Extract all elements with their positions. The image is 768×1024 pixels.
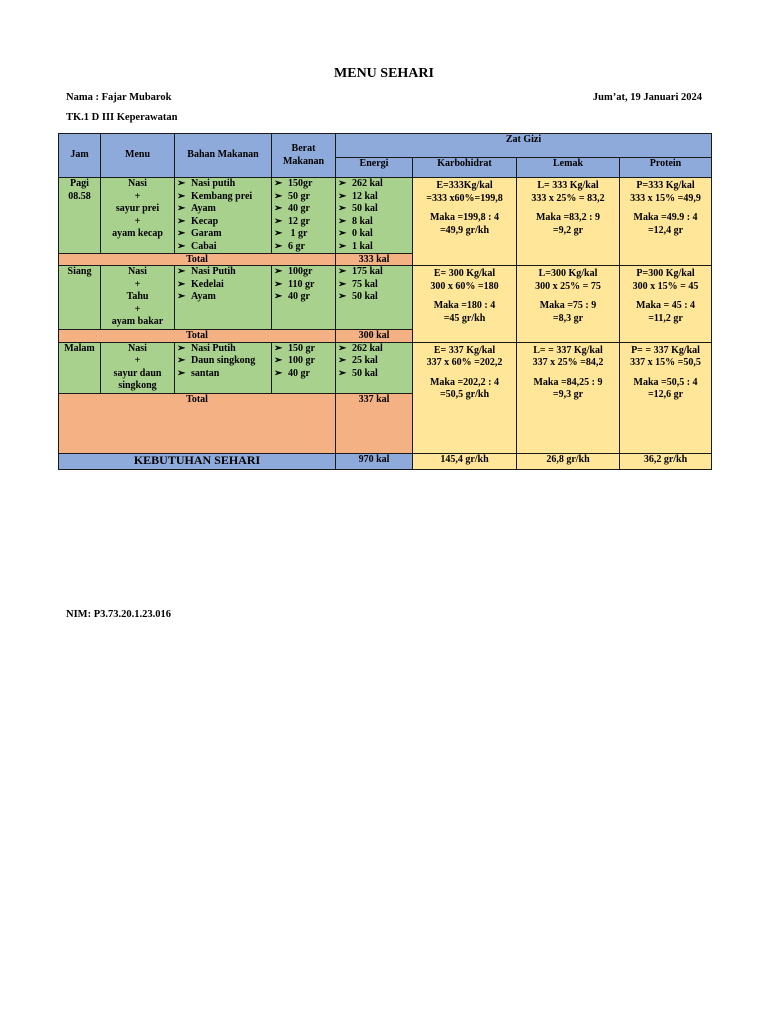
lemak-line xyxy=(517,193,619,206)
ingredient-text: Daun singkong xyxy=(191,355,256,366)
arrow-bullet-icon: ➢ xyxy=(338,342,347,354)
meal-menu-text: + xyxy=(134,190,141,202)
line-gap xyxy=(517,293,619,300)
meal-menu-line xyxy=(101,279,174,292)
meal-menu-line xyxy=(101,203,174,216)
weight-text: 6 gr xyxy=(288,240,305,252)
header-karbohidrat: Karbohidrat xyxy=(413,158,517,178)
meal-menu-text: ayam bakar xyxy=(111,316,164,327)
total-energy: 337 kal xyxy=(336,393,413,453)
ingredient-line xyxy=(177,343,271,356)
karbohidrat-text: E=333Kg/kal xyxy=(436,180,493,191)
karbohidrat-line xyxy=(413,180,516,193)
weight-line xyxy=(274,279,335,292)
protein-text: P= = 337 Kg/kal xyxy=(631,344,700,356)
meal-time-line xyxy=(59,178,100,191)
arrow-bullet-icon: ➢ xyxy=(274,190,283,202)
ingredient-text: Cabai xyxy=(191,240,217,252)
student-nim: NIM: P3.73.20.1.23.016 xyxy=(66,609,171,620)
weight-line xyxy=(274,203,335,216)
protein-line xyxy=(620,357,711,370)
header-jam: Jam xyxy=(59,134,101,178)
karbohidrat-line xyxy=(413,300,516,313)
weight-text: 150 gr xyxy=(288,342,315,354)
arrow-bullet-icon: ➢ xyxy=(177,278,186,290)
meal-karbohidrat xyxy=(413,266,517,343)
meal-menu-line xyxy=(101,368,174,381)
meal-weights xyxy=(272,266,336,330)
student-name: Nama : Fajar Mubarok xyxy=(66,92,172,103)
meal-menu-text: Nasi xyxy=(128,266,147,277)
karbohidrat-text: =50,5 gr/kh xyxy=(439,389,490,400)
arrow-bullet-icon: ➢ xyxy=(274,240,283,252)
lemak-text: =9,3 gr xyxy=(552,389,584,400)
meal-menu-text: Tahu xyxy=(126,291,149,302)
ingredient-text: Nasi Putih xyxy=(191,266,236,277)
karbohidrat-text: =45 gr/kh xyxy=(443,312,486,324)
energy-line xyxy=(338,178,412,191)
line-gap xyxy=(517,205,619,212)
meal-menu xyxy=(101,178,175,254)
ingredient-line xyxy=(177,203,271,216)
class-label: TK.1 D III Keperawatan xyxy=(66,112,178,123)
summary-energi: 970 kal xyxy=(336,453,413,469)
arrow-bullet-icon: ➢ xyxy=(274,342,283,354)
weight-text: 40 gr xyxy=(288,367,310,379)
meal-time-text: 08.58 xyxy=(68,190,91,202)
lemak-line xyxy=(517,225,619,238)
energy-text: 75 kal xyxy=(352,278,378,290)
arrow-bullet-icon: ➢ xyxy=(274,178,283,189)
karbohidrat-line xyxy=(413,193,516,206)
lemak-text: Maka =84,25 : 9 xyxy=(533,376,603,388)
meal-time xyxy=(59,178,101,254)
meal-protein xyxy=(620,178,712,266)
energy-text: 12 kal xyxy=(352,190,378,202)
weight-line xyxy=(274,343,335,356)
header-berat-makanan: Berat Makanan xyxy=(272,134,336,178)
weight-text: 50 gr xyxy=(288,190,310,202)
protein-line xyxy=(620,193,711,206)
weight-text: 12 gr xyxy=(288,215,310,227)
line-gap xyxy=(620,293,711,300)
summary-protein: 36,2 gr/kh xyxy=(620,453,712,469)
karbohidrat-line xyxy=(413,345,516,358)
arrow-bullet-icon: ➢ xyxy=(338,203,347,214)
lemak-text: 337 x 25% =84,2 xyxy=(532,357,604,368)
line-gap xyxy=(620,205,711,212)
meal-menu-line xyxy=(101,178,174,191)
meal-ingredients xyxy=(175,342,272,393)
meal-lemak xyxy=(517,342,620,453)
meal-time-text: Malam xyxy=(64,342,95,354)
energy-text: 0 kal xyxy=(352,228,373,239)
arrow-bullet-icon: ➢ xyxy=(177,240,186,252)
ingredient-text: Kecap xyxy=(191,215,219,227)
protein-line xyxy=(620,225,711,238)
total-label: Total xyxy=(59,329,336,342)
protein-text: Maka = 45 : 4 xyxy=(636,300,696,311)
karbohidrat-line xyxy=(413,225,516,238)
protein-text: P=333 Kg/kal xyxy=(636,180,695,191)
meal-menu-line xyxy=(101,380,174,393)
ingredient-line xyxy=(177,266,271,279)
karbohidrat-text: Maka =202,2 : 4 xyxy=(429,376,500,388)
karbohidrat-text: E= 300 Kg/kal xyxy=(433,268,496,279)
meal-menu-line xyxy=(101,191,174,204)
meal-karbohidrat xyxy=(413,178,517,266)
arrow-bullet-icon: ➢ xyxy=(338,190,347,202)
total-energy: 300 kal xyxy=(336,329,413,342)
ingredient-text: Kedelai xyxy=(191,278,224,290)
lemak-text: Maka =83,2 : 9 xyxy=(535,212,601,223)
meal-time-text: Siang xyxy=(67,266,92,277)
meal-menu-line xyxy=(101,316,174,329)
arrow-bullet-icon: ➢ xyxy=(274,367,283,379)
ingredient-line xyxy=(177,279,271,292)
weight-line xyxy=(274,191,335,204)
protein-line xyxy=(620,300,711,313)
meal-menu-text: ayam kecap xyxy=(112,228,163,239)
karbohidrat-line xyxy=(413,268,516,281)
total-energy: 333 kal xyxy=(336,254,413,266)
meal-menu xyxy=(101,342,175,393)
meal-menu-text: sayur prei xyxy=(115,203,160,214)
karbohidrat-line xyxy=(413,377,516,390)
ingredient-text: Garam xyxy=(191,228,222,239)
karbohidrat-text: 337 x 60% =202,2 xyxy=(426,357,503,368)
lemak-line xyxy=(517,268,619,281)
arrow-bullet-icon: ➢ xyxy=(338,215,347,227)
meal-menu-text: + xyxy=(134,278,141,290)
lemak-text: =8,3 gr xyxy=(552,312,584,324)
lemak-text: Maka =75 : 9 xyxy=(539,300,597,311)
meal-ingredients xyxy=(175,178,272,254)
protein-text: P=300 Kg/kal xyxy=(636,268,695,279)
energy-text: 50 kal xyxy=(352,203,378,214)
meal-time xyxy=(59,342,101,393)
ingredient-line xyxy=(177,228,271,241)
summary-label: KEBUTUHAN SEHARI xyxy=(59,453,336,469)
energy-line xyxy=(338,241,412,254)
summary-lemak: 26,8 gr/kh xyxy=(517,453,620,469)
karbohidrat-line xyxy=(413,212,516,225)
arrow-bullet-icon: ➢ xyxy=(177,342,186,354)
arrow-bullet-icon: ➢ xyxy=(177,215,186,227)
protein-text: Maka =50,5 : 4 xyxy=(633,376,698,388)
energy-text: 262 kal xyxy=(352,342,383,354)
menu-table xyxy=(58,133,712,470)
meal-menu-text: + xyxy=(134,355,141,366)
weight-line xyxy=(274,368,335,381)
protein-text: 333 x 15% =49,9 xyxy=(630,192,701,204)
line-gap xyxy=(413,293,516,300)
weight-line xyxy=(274,266,335,279)
meal-menu xyxy=(101,266,175,330)
karbohidrat-line xyxy=(413,389,516,402)
karbohidrat-text: E= 337 Kg/kal xyxy=(433,344,496,356)
protein-line xyxy=(620,180,711,193)
lemak-line xyxy=(517,212,619,225)
weight-text: 110 gr xyxy=(288,278,315,290)
line-gap xyxy=(413,205,516,212)
energy-line xyxy=(338,368,412,381)
meal-lemak xyxy=(517,266,620,343)
protein-text: 300 x 15% = 45 xyxy=(632,280,699,292)
ingredient-text: Nasi putih xyxy=(191,178,236,189)
arrow-bullet-icon: ➢ xyxy=(177,355,186,366)
header-energi: Energi xyxy=(336,158,413,178)
meal-protein xyxy=(620,266,712,343)
ingredient-line xyxy=(177,191,271,204)
arrow-bullet-icon: ➢ xyxy=(338,228,347,239)
protein-line xyxy=(620,345,711,358)
energy-line xyxy=(338,228,412,241)
arrow-bullet-icon: ➢ xyxy=(338,278,347,290)
meal-menu-line xyxy=(101,355,174,368)
lemak-line xyxy=(517,300,619,313)
document-date: Jum’at, 19 Januari 2024 xyxy=(592,92,702,103)
arrow-bullet-icon: ➢ xyxy=(338,367,347,379)
weight-line xyxy=(274,291,335,304)
ingredient-line xyxy=(177,241,271,254)
weight-text: 40 gr xyxy=(288,203,310,214)
weight-line xyxy=(274,228,335,241)
total-label: Total xyxy=(59,254,336,266)
weight-text: 100 gr xyxy=(288,355,315,366)
protein-line xyxy=(620,281,711,294)
arrow-bullet-icon: ➢ xyxy=(177,178,186,189)
arrow-bullet-icon: ➢ xyxy=(338,266,347,277)
meal-menu-line xyxy=(101,343,174,356)
protein-line xyxy=(620,377,711,390)
ingredient-text: Ayam xyxy=(191,291,216,302)
meal-menu-text: + xyxy=(134,303,141,315)
lemak-text: L=300 Kg/kal xyxy=(538,268,598,279)
karbohidrat-line xyxy=(413,281,516,294)
arrow-bullet-icon: ➢ xyxy=(274,355,283,366)
header-zat-gizi: Zat Gizi xyxy=(336,134,712,158)
lemak-line xyxy=(517,357,619,370)
arrow-bullet-icon: ➢ xyxy=(338,291,347,302)
ingredient-line xyxy=(177,368,271,381)
weight-line xyxy=(274,241,335,254)
meal-lemak xyxy=(517,178,620,266)
karbohidrat-text: Maka =180 : 4 xyxy=(433,300,496,311)
weight-line xyxy=(274,216,335,229)
lemak-text: 333 x 25% = 83,2 xyxy=(531,192,605,204)
meal-karbohidrat xyxy=(413,342,517,453)
weight-text: 1 gr xyxy=(288,228,308,239)
protein-line xyxy=(620,313,711,326)
meal-menu-line xyxy=(101,266,174,279)
weight-line xyxy=(274,178,335,191)
ingredient-text: Nasi Putih xyxy=(191,342,236,354)
energy-text: 262 kal xyxy=(352,178,383,189)
arrow-bullet-icon: ➢ xyxy=(274,278,283,290)
summary-karbohidrat: 145,4 gr/kh xyxy=(413,453,517,469)
arrow-bullet-icon: ➢ xyxy=(177,291,186,302)
arrow-bullet-icon: ➢ xyxy=(177,190,186,202)
meal-row xyxy=(59,342,712,393)
lemak-text: L= 333 Kg/kal xyxy=(537,180,599,191)
energy-line xyxy=(338,291,412,304)
meal-protein xyxy=(620,342,712,453)
energy-line xyxy=(338,216,412,229)
meal-time xyxy=(59,266,101,330)
karbohidrat-text: Maka =199,8 : 4 xyxy=(429,212,500,223)
meal-weights xyxy=(272,342,336,393)
arrow-bullet-icon: ➢ xyxy=(338,178,347,189)
meal-energy xyxy=(336,266,413,330)
lemak-line xyxy=(517,377,619,390)
meal-energy xyxy=(336,178,413,254)
ingredient-text: Ayam xyxy=(191,203,216,214)
energy-text: 50 kal xyxy=(352,367,378,379)
line-gap xyxy=(413,370,516,377)
arrow-bullet-icon: ➢ xyxy=(274,228,283,239)
meal-menu-text: singkong xyxy=(118,380,157,391)
lemak-text: =9,2 gr xyxy=(552,224,584,236)
arrow-bullet-icon: ➢ xyxy=(177,266,186,277)
energy-line xyxy=(338,355,412,368)
karbohidrat-text: =333 x60%=199,8 xyxy=(426,192,503,204)
karbohidrat-text: 300 x 60% =180 xyxy=(430,280,499,292)
protein-text: Maka =49.9 : 4 xyxy=(633,212,698,223)
line-gap xyxy=(517,370,619,377)
karbohidrat-line xyxy=(413,357,516,370)
lemak-text: L= = 337 Kg/kal xyxy=(533,344,603,356)
header-menu: Menu xyxy=(101,134,175,178)
weight-text: 40 gr xyxy=(288,291,310,302)
meal-ingredients xyxy=(175,266,272,330)
meal-row xyxy=(59,266,712,330)
meal-weights xyxy=(272,178,336,254)
energy-line xyxy=(338,266,412,279)
arrow-bullet-icon: ➢ xyxy=(274,215,283,227)
energy-text: 175 kal xyxy=(352,266,383,277)
header-bahan-makanan: Bahan Makanan xyxy=(175,134,272,178)
lemak-line xyxy=(517,313,619,326)
protein-line xyxy=(620,389,711,402)
ingredient-line xyxy=(177,178,271,191)
meal-menu-line xyxy=(101,304,174,317)
energy-line xyxy=(338,279,412,292)
lemak-line xyxy=(517,345,619,358)
arrow-bullet-icon: ➢ xyxy=(274,203,283,214)
meal-menu-text: Nasi xyxy=(128,342,147,354)
weight-text: 150gr xyxy=(288,178,313,189)
total-label: Total xyxy=(59,393,336,453)
line-gap xyxy=(620,370,711,377)
protein-line xyxy=(620,268,711,281)
lemak-line xyxy=(517,389,619,402)
meal-energy xyxy=(336,342,413,393)
arrow-bullet-icon: ➢ xyxy=(177,228,186,239)
ingredient-text: santan xyxy=(191,367,220,379)
meal-time-line xyxy=(59,191,100,204)
meal-menu-text: sayur daun xyxy=(113,367,162,379)
meal-menu-text: + xyxy=(134,215,141,227)
karbohidrat-text: =49,9 gr/kh xyxy=(439,224,490,236)
header-lemak: Lemak xyxy=(517,158,620,178)
document-title: MENU SEHARI xyxy=(334,66,434,81)
energy-line xyxy=(338,203,412,216)
ingredient-text: Kembang prei xyxy=(191,190,253,202)
ingredient-line xyxy=(177,216,271,229)
protein-text: =12,6 gr xyxy=(647,389,684,400)
energy-text: 25 kal xyxy=(352,355,378,366)
ingredient-line xyxy=(177,355,271,368)
meal-menu-text: Nasi xyxy=(128,178,147,189)
weight-line xyxy=(274,355,335,368)
arrow-bullet-icon: ➢ xyxy=(177,367,186,379)
meal-menu-line xyxy=(101,216,174,229)
weight-text: 100gr xyxy=(288,266,313,277)
ingredient-line xyxy=(177,291,271,304)
arrow-bullet-icon: ➢ xyxy=(338,240,347,252)
protein-text: =12,4 gr xyxy=(647,224,684,236)
energy-text: 8 kal xyxy=(352,215,373,227)
energy-line xyxy=(338,343,412,356)
lemak-line xyxy=(517,281,619,294)
protein-line xyxy=(620,212,711,225)
energy-text: 1 kal xyxy=(352,240,373,252)
meal-time-line xyxy=(59,266,100,279)
meal-row xyxy=(59,178,712,254)
karbohidrat-line xyxy=(413,313,516,326)
energy-line xyxy=(338,191,412,204)
meal-menu-line xyxy=(101,291,174,304)
meal-menu-line xyxy=(101,228,174,241)
arrow-bullet-icon: ➢ xyxy=(274,266,283,277)
meal-time-text: Pagi xyxy=(70,178,89,189)
lemak-text: 300 x 25% = 75 xyxy=(535,280,601,292)
protein-text: =11,2 gr xyxy=(648,312,683,324)
arrow-bullet-icon: ➢ xyxy=(338,355,347,366)
lemak-line xyxy=(517,180,619,193)
energy-text: 50 kal xyxy=(352,291,378,302)
meal-time-line xyxy=(59,343,100,356)
arrow-bullet-icon: ➢ xyxy=(274,291,283,302)
protein-text: 337 x 15% =50,5 xyxy=(630,357,701,368)
arrow-bullet-icon: ➢ xyxy=(177,203,186,214)
header-protein: Protein xyxy=(620,158,712,178)
